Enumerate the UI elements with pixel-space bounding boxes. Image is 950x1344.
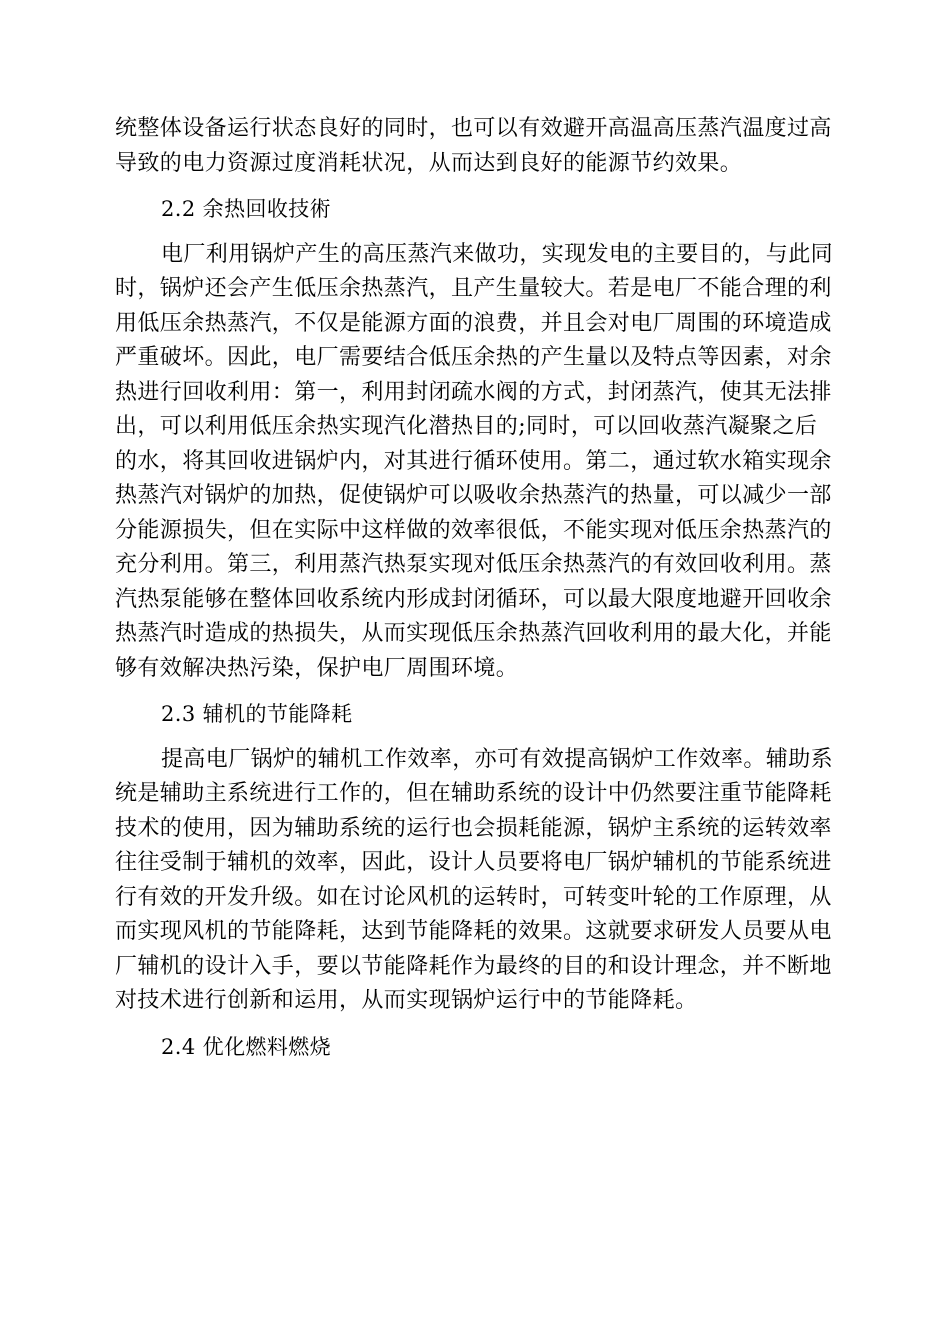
text-line: 而实现风机的节能降耗，达到节能降耗的效果。这就要求研发人员要从电 (115, 919, 832, 944)
section-heading-2-3: 2.3 辅机的节能降耗 (161, 702, 353, 726)
text-line: 对技术进行创新和运用，从而实现锅炉运行中的节能降耗。 (115, 988, 698, 1013)
text-line: 统是辅助主系统进行工作的，但在辅助系统的设计中仍然要注重节能降耗 (115, 781, 832, 806)
text-line: 电厂利用锅炉产生的高压蒸汽来做功，实现发电的主要目的，与此同 (161, 241, 834, 267)
text-line: 行有效的开发升级。如在讨论风机的运转时，可转变叶轮的工作原理，从 (115, 884, 832, 910)
text-line: 出，可以利用低压余热实现汽化潜热目的;同时，可以回收蒸汽凝聚之后 (115, 414, 818, 439)
text-line: 提高电厂锅炉的辅机工作效率，亦可有效提高锅炉工作效率。辅助系 (161, 746, 834, 772)
paragraph-continuation (115, 112, 835, 181)
section-heading-2-4: 2.4 优化燃料燃烧 (161, 1034, 332, 1059)
text-line: 热蒸汽对锅炉的加热，促使锅炉可以吸收余热蒸汽的热量，可以减少一部 (115, 483, 832, 508)
text-line: 厂辅机的设计入手，要以节能降耗作为最终的目的和设计理念，并不断地 (115, 953, 832, 979)
text-line: 技术的使用，因为辅助系统的运行也会损耗能源，锅炉主系统的运转效率 (115, 815, 832, 841)
text-line: 热进行回收利用：第一，利用封闭疏水阀的方式，封闭蒸汽，使其无法排 (115, 379, 832, 405)
paragraph-2-3 (115, 743, 835, 1019)
text-line: 时，锅炉还会产生低压余热蒸汽，且产生量较大。若是电厂不能合理的利 (115, 276, 832, 301)
text-line: 统整体设备运行状态良好的同时，也可以有效避开高温高压蒸汽温度过高 (115, 116, 832, 141)
text-line: 汽热泵能够在整体回收系统内形成封闭循环，可以最大限度地避开回收余 (115, 586, 832, 612)
text-line: 的水，将其回收进锅炉内，对其进行循环使用。第二，通过软水箱实现余 (115, 448, 832, 474)
text-line: 热蒸汽时造成的热损失，从而实现低压余热蒸汽回收利用的最大化，并能 (115, 621, 832, 646)
text-line: 往往受制于辅机的效率，因此，设计人员要将电厂锅炉辅机的节能系统进 (115, 850, 832, 875)
text-line: 分能源损失，但在实际中这样做的效率很低，不能实现对低压余热蒸汽的 (115, 517, 832, 543)
text-line: 充分利用。第三，利用蒸汽热泵实现对低压余热蒸汽的有效回收利用。蒸 (115, 552, 832, 577)
text-line: 够有效解决热污染，保护电厂周围环境。 (115, 655, 519, 681)
document-page (115, 112, 835, 1075)
text-line: 用低压余热蒸汽，不仅是能源方面的浪费，并且会对电厂周围的环境造成 (115, 310, 832, 336)
text-line: 导致的电力资源过度消耗状况，从而达到良好的能源节约效果。 (115, 150, 743, 176)
section-heading-2-2: 2.2 余热回收技術 (161, 197, 332, 221)
text-line: 严重破坏。因此，电厂需要结合低压余热的产生量以及特点等因素，对余 (115, 345, 832, 370)
paragraph-2-2 (115, 238, 835, 687)
